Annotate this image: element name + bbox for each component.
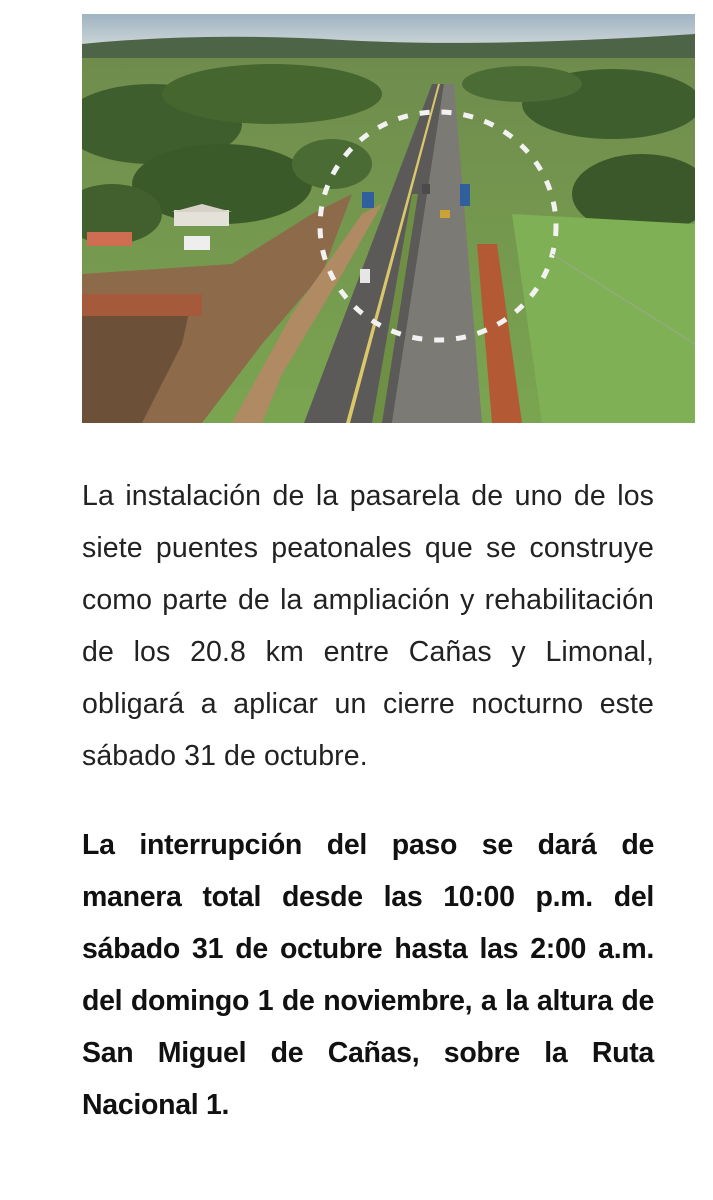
article-paragraph: La instalación de la pasarela de uno de los siete puentes peatonales que se construye como parte de la ampliación y rehabilitación de los 20.8 km entre Cañas y Limonal, obligará a aplicar un cierre nocturno este sábado 31 de octubre.: [82, 480, 654, 772]
article-body: [82, 470, 654, 1131]
aerial-road-construction-photo: [82, 14, 695, 423]
article-paragraph-bold: La interrupción del paso se dará de manera total desde las 10:00 p.m. del sábado 31 de octubre hasta las 2:00 a.m. del domingo 1 de noviembre, a la altura de San Miguel de Cañas, sobre la Ruta Nacional 1.: [82, 829, 654, 1121]
